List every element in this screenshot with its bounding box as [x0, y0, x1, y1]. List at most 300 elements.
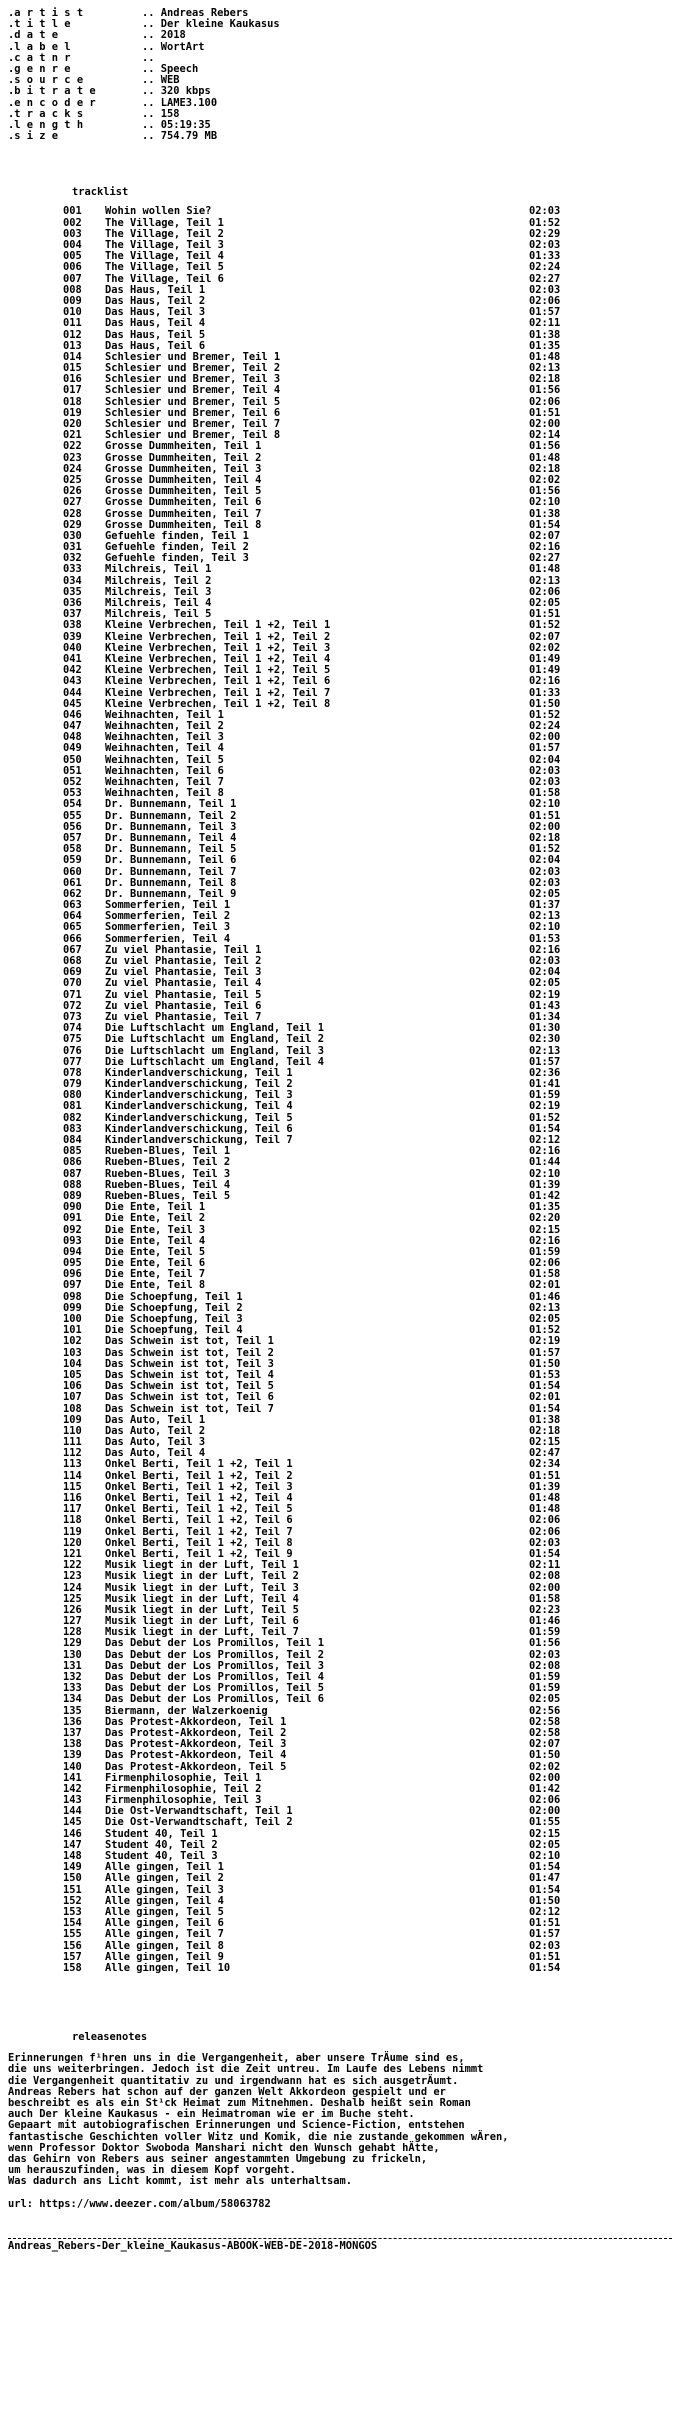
track-title: Kleine Verbrechen, Teil 1 +2, Teil 5	[105, 665, 331, 677]
track-number: 100	[63, 1313, 82, 1325]
track-title: Grosse Dummheiten, Teil 5	[105, 486, 262, 498]
track-row	[8, 341, 672, 352]
track-row	[8, 1191, 672, 1202]
track-number: 156	[63, 1939, 82, 1952]
track-duration: 02:00	[529, 418, 561, 430]
track-number: 073	[63, 1010, 82, 1023]
track-row	[8, 1101, 672, 1112]
track-title: Alle gingen, Teil 8	[105, 1940, 224, 1952]
track-number: 103	[63, 1346, 82, 1359]
track-duration: 02:05	[529, 1313, 561, 1325]
track-row	[8, 441, 672, 452]
track-number: 128	[63, 1626, 82, 1639]
track-title: Schlesier und Bremer, Teil 2	[105, 363, 281, 375]
track-number: 126	[63, 1603, 82, 1616]
track-row	[8, 1090, 672, 1101]
track-title: Onkel Berti, Teil 1 +2, Teil 1	[105, 1459, 293, 1471]
track-duration: 01:46	[529, 1290, 561, 1303]
track-number: 129	[63, 1637, 82, 1650]
track-row	[8, 990, 672, 1001]
track-title: Das Protest-Akkordeon, Teil 5	[105, 1761, 287, 1773]
track-duration: 02:02	[529, 473, 561, 486]
track-number: 136	[63, 1715, 82, 1728]
track-number: 049	[63, 742, 82, 755]
track-number: 042	[63, 664, 82, 677]
track-title: Milchreis, Teil 2	[105, 575, 212, 587]
track-title: Das Protest-Akkordeon, Teil 4	[105, 1750, 287, 1762]
track-number: 098	[63, 1290, 82, 1303]
track-row	[8, 1963, 672, 1974]
releasenotes-line: die uns weiterbringen. Jedoch ist die Zeit untreu. Im Laufe des Lebens nimmt	[8, 2063, 484, 2076]
track-number: 015	[63, 362, 82, 375]
track-title: Alle gingen, Teil 9	[105, 1951, 224, 1963]
track-duration: 01:38	[529, 507, 561, 520]
track-row	[8, 430, 672, 441]
track-row	[8, 1493, 672, 1504]
track-number: 026	[63, 485, 82, 498]
track-row	[8, 799, 672, 810]
track-number: 064	[63, 910, 82, 923]
track-title: Weihnachten, Teil 2	[105, 721, 224, 733]
track-number: 050	[63, 753, 82, 766]
track-title: Onkel Berti, Teil 1 +2, Teil 4	[105, 1493, 293, 1504]
track-duration: 02:16	[529, 541, 561, 554]
track-number: 062	[63, 887, 82, 900]
track-number: 007	[63, 272, 82, 285]
track-row	[8, 1079, 672, 1090]
meta-row	[8, 75, 672, 86]
track-number: 107	[63, 1391, 82, 1404]
track-number: 077	[63, 1055, 82, 1068]
track-title: Grosse Dummheiten, Teil 1	[105, 441, 262, 453]
track-duration: 02:02	[529, 641, 561, 654]
track-duration: 02:56	[529, 1704, 561, 1717]
track-duration: 01:59	[529, 1245, 561, 1258]
meta-row	[8, 19, 672, 30]
track-number: 040	[63, 641, 82, 654]
track-title: Zu viel Phantasie, Teil 2	[105, 956, 262, 967]
track-title: Die Luftschlacht um England, Teil 1	[105, 1023, 324, 1035]
track-title: Das Schwein ist tot, Teil 6	[105, 1392, 274, 1404]
track-title: Grosse Dummheiten, Teil 4	[105, 474, 262, 486]
track-duration: 01:44	[529, 1156, 561, 1169]
track-row	[8, 620, 672, 631]
track-row	[8, 1012, 672, 1023]
track-number: 089	[63, 1189, 82, 1202]
track-row	[8, 699, 672, 710]
track-duration: 02:01	[529, 1391, 561, 1404]
track-duration: 02:19	[529, 1335, 561, 1348]
track-duration: 01:39	[529, 1480, 561, 1493]
track-title: Das Auto, Teil 3	[105, 1437, 206, 1449]
track-row	[8, 1694, 672, 1705]
meta-value: .. LAME3.100	[142, 96, 218, 109]
track-title: The Village, Teil 5	[105, 262, 224, 274]
track-number: 113	[63, 1458, 82, 1471]
track-number: 022	[63, 440, 82, 453]
track-row	[8, 1359, 672, 1370]
track-number: 152	[63, 1894, 82, 1907]
track-row	[8, 1046, 672, 1057]
track-duration: 01:35	[529, 1201, 561, 1214]
track-title: Gefuehle finden, Teil 1	[105, 530, 249, 542]
track-number: 116	[63, 1492, 82, 1504]
track-duration: 01:41	[529, 1078, 561, 1091]
track-duration: 01:57	[529, 306, 561, 319]
track-title: Das Debut der Los Promillos, Teil 1	[105, 1638, 324, 1650]
track-duration: 01:51	[529, 406, 561, 419]
track-title: Die Ente, Teil 1	[105, 1202, 206, 1214]
track-number: 024	[63, 462, 82, 475]
track-row	[8, 1068, 672, 1079]
releasenotes-line: fantastische Geschichten voller Witz und Komik, die nie zustande gekommen wÄren,	[8, 2130, 509, 2143]
track-title: Student 40, Teil 1	[105, 1828, 218, 1840]
track-row	[8, 1750, 672, 1761]
track-title: Onkel Berti, Teil 1 +2, Teil 8	[105, 1537, 293, 1549]
track-title: Onkel Berti, Teil 1 +2, Teil 7	[105, 1526, 293, 1538]
meta-key: .a r t i s t	[8, 7, 84, 19]
track-row	[8, 486, 672, 497]
track-number: 153	[63, 1905, 82, 1918]
track-row	[8, 464, 672, 475]
track-number: 063	[63, 899, 82, 912]
track-row	[8, 1370, 672, 1381]
track-title: Dr. Bunnemann, Teil 3	[105, 821, 237, 833]
track-title: The Village, Teil 4	[105, 251, 224, 263]
track-number: 053	[63, 787, 82, 800]
track-number: 014	[63, 350, 82, 363]
track-number: 110	[63, 1424, 82, 1437]
track-title: Die Ente, Teil 3	[105, 1224, 206, 1236]
track-number: 023	[63, 451, 82, 464]
track-duration: 02:06	[529, 395, 561, 408]
track-row	[8, 967, 672, 978]
releasenotes-line: um herauszufinden, was in diesem Kopf vorgeht.	[8, 2164, 296, 2177]
track-duration: 01:56	[529, 384, 561, 397]
track-duration: 02:47	[529, 1447, 561, 1460]
track-duration: 02:06	[529, 1525, 561, 1538]
track-duration: 01:51	[529, 1917, 561, 1930]
track-duration: 02:11	[529, 1559, 561, 1572]
track-row	[8, 229, 672, 240]
track-number: 028	[63, 507, 82, 520]
track-duration: 01:50	[529, 1749, 561, 1762]
track-title: Grosse Dummheiten, Teil 7	[105, 508, 262, 520]
track-number: 005	[63, 250, 82, 263]
track-duration: 02:18	[529, 831, 561, 844]
track-number: 104	[63, 1357, 82, 1370]
track-row	[8, 1314, 672, 1325]
track-duration: 01:34	[529, 1010, 561, 1023]
track-row	[8, 1180, 672, 1191]
track-title: Schlesier und Bremer, Teil 5	[105, 396, 281, 408]
track-title: The Village, Teil 1	[105, 217, 224, 229]
track-title: Kinderlandverschickung, Teil 6	[105, 1123, 293, 1135]
track-number: 039	[63, 630, 82, 643]
track-duration: 02:10	[529, 798, 561, 811]
track-row	[8, 1683, 672, 1694]
track-row	[8, 1594, 672, 1605]
track-title: Das Schwein ist tot, Teil 2	[105, 1347, 274, 1359]
meta-key: .t r a c k s	[8, 107, 84, 120]
track-title: Die Schoepfung, Teil 2	[105, 1302, 243, 1314]
track-row	[8, 497, 672, 508]
track-row	[8, 1225, 672, 1236]
meta-key: .t i t l e	[8, 18, 71, 31]
track-number: 090	[63, 1201, 82, 1214]
track-number: 035	[63, 585, 82, 598]
meta-value: ..	[142, 51, 155, 64]
releasenotes-line: die Vergangenheit quantitativ zu und irgendwann hat es sich ausgetrÄumt.	[8, 2074, 459, 2087]
track-row	[8, 1392, 672, 1403]
track-duration: 01:51	[529, 809, 561, 822]
track-number: 067	[63, 943, 82, 956]
track-title: Kleine Verbrechen, Teil 1 +2, Teil 2	[105, 631, 331, 643]
track-duration: 01:57	[529, 742, 561, 755]
track-row	[8, 844, 672, 855]
track-row	[8, 811, 672, 822]
track-duration: 02:10	[529, 1850, 561, 1862]
track-number: 147	[63, 1838, 82, 1851]
track-duration: 02:00	[529, 1771, 561, 1784]
track-title: Schlesier und Bremer, Teil 6	[105, 407, 281, 419]
track-title: Dr. Bunnemann, Teil 9	[105, 888, 237, 900]
track-title: Das Schwein ist tot, Teil 3	[105, 1358, 274, 1370]
track-row	[8, 587, 672, 598]
track-row	[8, 218, 672, 229]
track-duration: 02:03	[529, 283, 561, 296]
track-duration: 01:54	[529, 1861, 561, 1874]
track-title: Zu viel Phantasie, Teil 3	[105, 967, 262, 979]
track-row	[8, 1583, 672, 1594]
track-title: Sommerferien, Teil 4	[105, 933, 231, 945]
track-duration: 02:10	[529, 1167, 561, 1180]
releasenotes-text	[8, 2053, 672, 2187]
track-row	[8, 1560, 672, 1571]
track-number: 105	[63, 1368, 82, 1381]
meta-key: .c a t n r	[8, 51, 71, 64]
track-number: 041	[63, 652, 82, 665]
track-number: 155	[63, 1928, 82, 1941]
track-duration: 02:27	[529, 552, 561, 565]
track-duration: 02:05	[529, 597, 561, 609]
track-title: Das Debut der Los Promillos, Teil 3	[105, 1660, 324, 1672]
track-title: Schlesier und Bremer, Teil 7	[105, 419, 281, 430]
track-title: Sommerferien, Teil 2	[105, 911, 231, 923]
track-title: Onkel Berti, Teil 1 +2, Teil 3	[105, 1481, 293, 1493]
meta-value: .. Andreas Rebers	[142, 7, 249, 19]
track-duration: 01:49	[529, 652, 561, 665]
track-number: 029	[63, 518, 82, 531]
track-number: 151	[63, 1883, 82, 1896]
track-number: 058	[63, 843, 82, 856]
track-title: Alle gingen, Teil 10	[105, 1962, 231, 1974]
track-row	[8, 1515, 672, 1526]
track-number: 135	[63, 1704, 82, 1717]
track-duration: 02:58	[529, 1715, 561, 1728]
track-title: Musik liegt in der Luft, Teil 6	[105, 1616, 299, 1628]
track-duration: 01:42	[529, 1189, 561, 1202]
track-number: 079	[63, 1078, 82, 1091]
meta-row	[8, 30, 672, 41]
track-row	[8, 296, 672, 307]
track-number: 144	[63, 1805, 82, 1818]
track-row	[8, 1862, 672, 1873]
track-number: 120	[63, 1536, 82, 1549]
track-number: 087	[63, 1167, 82, 1180]
track-title: Das Schwein ist tot, Teil 4	[105, 1369, 274, 1381]
track-duration: 02:03	[529, 205, 561, 218]
track-title: Milchreis, Teil 3	[105, 586, 212, 598]
track-duration: 01:53	[529, 932, 561, 945]
track-number: 117	[63, 1503, 82, 1516]
track-duration: 02:00	[529, 1805, 561, 1818]
track-number: 127	[63, 1615, 82, 1628]
track-number: 112	[63, 1447, 82, 1460]
track-row	[8, 598, 672, 609]
track-duration: 01:58	[529, 1268, 561, 1281]
track-duration: 01:35	[529, 339, 561, 352]
track-title: Grosse Dummheiten, Teil 6	[105, 497, 262, 509]
meta-key: .l a b e l	[8, 40, 71, 53]
track-title: Zu viel Phantasie, Teil 5	[105, 989, 262, 1001]
track-title: Zu viel Phantasie, Teil 1	[105, 944, 262, 956]
track-number: 148	[63, 1850, 82, 1862]
track-number: 033	[63, 563, 82, 576]
track-number: 132	[63, 1671, 82, 1683]
track-row	[8, 1549, 672, 1560]
track-duration: 02:16	[529, 1234, 561, 1247]
track-title: Onkel Berti, Teil 1 +2, Teil 9	[105, 1548, 293, 1560]
track-number: 084	[63, 1134, 82, 1146]
tracklist-heading: tracklist	[72, 186, 129, 199]
track-duration: 01:37	[529, 899, 561, 912]
track-number: 032	[63, 552, 82, 565]
track-row	[8, 1873, 672, 1884]
track-number: 122	[63, 1559, 82, 1572]
track-number: 096	[63, 1268, 82, 1281]
track-row	[8, 1638, 672, 1649]
track-number: 114	[63, 1469, 82, 1482]
tracklist	[8, 206, 672, 1974]
track-title: Das Schwein ist tot, Teil 7	[105, 1403, 274, 1415]
track-number: 008	[63, 283, 82, 296]
track-row	[8, 643, 672, 654]
track-number: 019	[63, 406, 82, 419]
track-row	[8, 475, 672, 486]
meta-row	[8, 64, 672, 75]
track-row	[8, 1918, 672, 1929]
meta-value: .. 2018	[142, 29, 186, 42]
track-duration: 01:47	[529, 1872, 561, 1885]
track-duration: 02:23	[529, 1603, 561, 1616]
track-title: Das Auto, Teil 4	[105, 1448, 206, 1460]
track-duration: 02:06	[529, 1514, 561, 1527]
track-row	[8, 1292, 672, 1303]
track-number: 108	[63, 1402, 82, 1415]
track-title: Schlesier und Bremer, Teil 8	[105, 430, 281, 442]
track-number: 093	[63, 1234, 82, 1247]
track-number: 124	[63, 1581, 82, 1594]
track-duration: 01:48	[529, 563, 561, 576]
track-row	[8, 788, 672, 799]
track-duration: 02:05	[529, 1838, 561, 1851]
track-title: Das Haus, Teil 2	[105, 295, 206, 307]
track-duration: 01:33	[529, 250, 561, 263]
track-number: 070	[63, 977, 82, 990]
track-number: 055	[63, 809, 82, 822]
track-duration: 02:15	[529, 1827, 561, 1840]
track-title: Kinderlandverschickung, Teil 5	[105, 1112, 293, 1124]
track-title: Dr. Bunnemann, Teil 4	[105, 832, 237, 844]
track-row	[8, 1459, 672, 1470]
track-duration: 02:01	[529, 1279, 561, 1292]
track-duration: 02:11	[529, 317, 561, 330]
track-title: Weihnachten, Teil 5	[105, 754, 224, 766]
track-title: Musik liegt in der Luft, Teil 1	[105, 1560, 299, 1572]
track-title: Die Ost-Verwandtschaft, Teil 1	[105, 1806, 293, 1818]
track-number: 060	[63, 865, 82, 878]
track-row	[8, 1415, 672, 1426]
track-number: 066	[63, 932, 82, 945]
track-title: Dr. Bunnemann, Teil 6	[105, 855, 237, 867]
track-title: Weihnachten, Teil 6	[105, 765, 224, 777]
track-title: Die Ente, Teil 8	[105, 1280, 206, 1292]
track-row	[8, 1952, 672, 1963]
meta-row	[8, 8, 672, 19]
track-number: 044	[63, 686, 82, 699]
meta-key: .s o u r c e	[8, 74, 84, 87]
track-title: Sommerferien, Teil 1	[105, 900, 231, 912]
track-number: 150	[63, 1872, 82, 1885]
track-duration: 01:48	[529, 1503, 561, 1516]
track-row	[8, 1325, 672, 1336]
track-title: Student 40, Teil 2	[105, 1839, 218, 1851]
track-row	[8, 1381, 672, 1392]
track-row	[8, 1896, 672, 1907]
track-number: 118	[63, 1514, 82, 1527]
track-title: Rueben-Blues, Teil 5	[105, 1190, 231, 1202]
track-duration: 01:38	[529, 1413, 561, 1426]
track-number: 123	[63, 1570, 82, 1583]
track-row	[8, 1236, 672, 1247]
track-title: Zu viel Phantasie, Teil 7	[105, 1011, 262, 1023]
track-row	[8, 1280, 672, 1291]
track-number: 012	[63, 328, 82, 341]
track-row	[8, 1113, 672, 1124]
track-duration: 02:03	[529, 1648, 561, 1661]
release-name: Andreas_Rebers-Der_kleine_Kaukasus-ABOOK-WEB-DE-2018-MONGOS	[8, 2239, 378, 2252]
track-title: Alle gingen, Teil 6	[105, 1918, 224, 1930]
track-duration: 02:03	[529, 764, 561, 777]
track-duration: 01:52	[529, 708, 561, 721]
track-row	[8, 1247, 672, 1258]
track-title: Dr. Bunnemann, Teil 2	[105, 810, 237, 822]
track-row	[8, 330, 672, 341]
track-duration: 02:13	[529, 362, 561, 375]
track-row	[8, 1706, 672, 1717]
track-duration: 02:18	[529, 462, 561, 475]
track-duration: 02:16	[529, 943, 561, 956]
meta-value: .. Speech	[142, 62, 199, 75]
track-title: Biermann, der Walzerkoenig	[105, 1705, 268, 1717]
track-number: 138	[63, 1738, 82, 1751]
track-title: Schlesier und Bremer, Teil 3	[105, 374, 281, 386]
track-duration: 02:03	[529, 865, 561, 878]
track-title: The Village, Teil 2	[105, 228, 224, 240]
track-row	[8, 318, 672, 329]
track-title: Dr. Bunnemann, Teil 7	[105, 866, 237, 878]
